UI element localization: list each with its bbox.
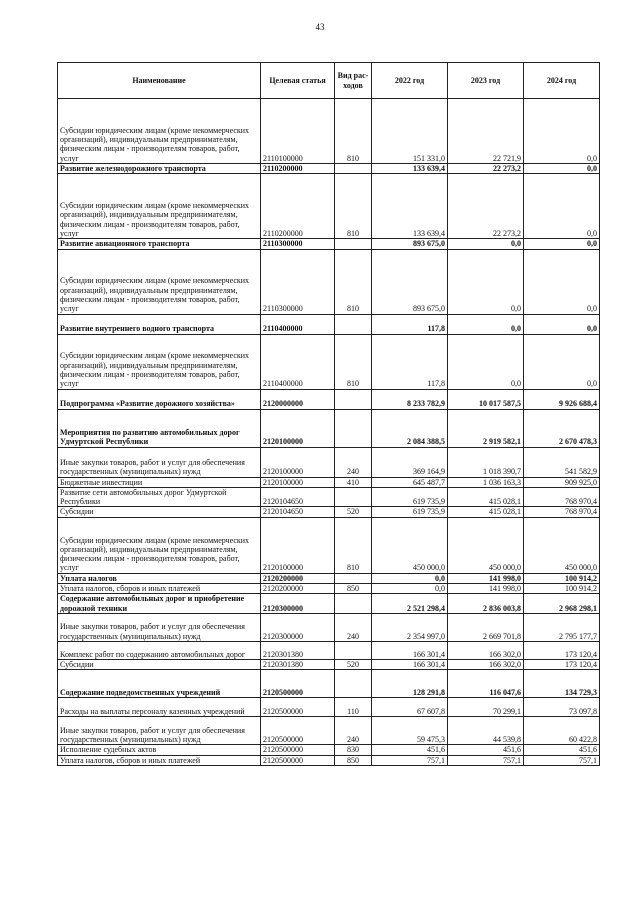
cell-code: 2110200000 xyxy=(261,174,335,239)
cell-y2022: 2 354 997,0 xyxy=(372,613,448,641)
cell-y2023: 141 998,0 xyxy=(448,584,524,594)
cell-y2023: 1 018 390,7 xyxy=(448,447,524,477)
cell-y2023: 757,1 xyxy=(448,755,524,765)
cell-y2024: 9 926 688,4 xyxy=(524,389,600,409)
cell-y2023: 70 299,1 xyxy=(448,698,524,717)
cell-kind: 410 xyxy=(335,477,372,487)
header-2023: 2023 год xyxy=(448,63,524,99)
table-row xyxy=(58,698,600,717)
cell-y2022: 619 735,9 xyxy=(372,507,448,517)
cell-y2023: 0,0 xyxy=(448,249,524,314)
cell-code: 2120300000 xyxy=(261,594,335,614)
cell-kind: 810 xyxy=(335,174,372,239)
cell-kind xyxy=(335,573,372,583)
cell-code: 2110100000 xyxy=(261,99,335,164)
cell-y2024: 60 422,8 xyxy=(524,717,600,745)
cell-name: Бюджетные инвестиции xyxy=(58,477,261,487)
header-2024: 2024 год xyxy=(524,63,600,99)
cell-code: 2110300000 xyxy=(261,239,335,249)
page-number: 43 xyxy=(315,22,325,32)
cell-code: 2120000000 xyxy=(261,389,335,409)
cell-name: Мероприятия по развитию автомобильных дорог Удмуртской Республики xyxy=(58,409,261,447)
cell-y2022: 117,8 xyxy=(372,314,448,334)
cell-y2022: 619 735,9 xyxy=(372,487,448,507)
header-code: Целевая статья xyxy=(261,63,335,99)
cell-kind xyxy=(335,314,372,334)
table-row xyxy=(58,670,600,698)
cell-code: 2110200000 xyxy=(261,164,335,174)
cell-kind: 520 xyxy=(335,507,372,517)
cell-y2024: 0,0 xyxy=(524,249,600,314)
cell-kind xyxy=(335,164,372,174)
cell-y2022: 128 291,8 xyxy=(372,670,448,698)
cell-name: Уплата налогов, сборов и иных платежей xyxy=(58,584,261,594)
cell-name: Исполнение судебных актов xyxy=(58,745,261,755)
cell-code: 2120200000 xyxy=(261,584,335,594)
cell-y2023: 116 047,6 xyxy=(448,670,524,698)
cell-kind xyxy=(335,239,372,249)
cell-y2022: 166 301,4 xyxy=(372,641,448,659)
cell-code: 2120104650 xyxy=(261,487,335,507)
table-row xyxy=(58,613,600,641)
cell-kind: 520 xyxy=(335,659,372,669)
cell-code: 2110400000 xyxy=(261,314,335,334)
cell-name: Развитие внутреннего водного транспорта xyxy=(58,314,261,334)
cell-kind: 810 xyxy=(335,517,372,573)
cell-y2024: 100 914,2 xyxy=(524,573,600,583)
cell-y2022: 59 475,3 xyxy=(372,717,448,745)
cell-y2024: 451,6 xyxy=(524,745,600,755)
cell-code: 2120301380 xyxy=(261,659,335,669)
table-row xyxy=(58,249,600,314)
cell-y2023: 141 998,0 xyxy=(448,573,524,583)
cell-code: 2120500000 xyxy=(261,755,335,765)
cell-kind xyxy=(335,594,372,614)
cell-y2022: 893 675,0 xyxy=(372,239,448,249)
cell-code: 2110300000 xyxy=(261,249,335,314)
cell-name: Иные закупки товаров, работ и услуг для обеспечения государственных (муниципальных) нужд xyxy=(58,717,261,745)
cell-y2024: 2 670 478,3 xyxy=(524,409,600,447)
cell-y2024: 541 582,9 xyxy=(524,447,600,477)
cell-y2024: 2 968 298,1 xyxy=(524,594,600,614)
table-row xyxy=(58,755,600,765)
table-row xyxy=(58,659,600,669)
cell-y2023: 22 273,2 xyxy=(448,174,524,239)
table-row xyxy=(58,239,600,249)
cell-y2024: 173 120,4 xyxy=(524,659,600,669)
cell-y2023: 0,0 xyxy=(448,239,524,249)
cell-kind: 240 xyxy=(335,717,372,745)
cell-y2022: 0,0 xyxy=(372,573,448,583)
table-row xyxy=(58,477,600,487)
cell-kind: 240 xyxy=(335,447,372,477)
cell-name: Содержание автомобильных дорог и приобретение дорожной техники xyxy=(58,594,261,614)
header-kind: Вид рас-ходов xyxy=(335,63,372,99)
cell-name: Субсидии юридическим лицам (кроме некоммерческих организаций), индивидуальным предпринимателям, физическим лицам - производителям товаров, работ, услуг xyxy=(58,99,261,164)
cell-y2024: 0,0 xyxy=(524,239,600,249)
cell-y2023: 451,6 xyxy=(448,745,524,755)
cell-code: 2120100000 xyxy=(261,517,335,573)
cell-code: 2120100000 xyxy=(261,409,335,447)
cell-kind xyxy=(335,487,372,507)
cell-y2023: 166 302,0 xyxy=(448,659,524,669)
cell-y2023: 415 028,1 xyxy=(448,507,524,517)
table-row xyxy=(58,99,600,164)
cell-y2024: 0,0 xyxy=(524,164,600,174)
cell-code: 2120100000 xyxy=(261,477,335,487)
table-row xyxy=(58,641,600,659)
cell-y2023: 450 000,0 xyxy=(448,517,524,573)
cell-name: Субсидии юридическим лицам (кроме некоммерческих организаций), индивидуальным предпринимателям, физическим лицам - производителям товаров, работ, услуг xyxy=(58,517,261,573)
cell-y2024: 100 914,2 xyxy=(524,584,600,594)
cell-y2023: 166 302,0 xyxy=(448,641,524,659)
cell-y2024: 768 970,4 xyxy=(524,487,600,507)
table-row xyxy=(58,594,600,614)
table-row xyxy=(58,517,600,573)
table-row xyxy=(58,573,600,583)
cell-name: Субсидии xyxy=(58,507,261,517)
table-row xyxy=(58,487,600,507)
cell-code: 2120500000 xyxy=(261,698,335,717)
cell-y2023: 22 273,2 xyxy=(448,164,524,174)
cell-y2022: 151 331,0 xyxy=(372,99,448,164)
cell-kind: 110 xyxy=(335,698,372,717)
cell-name: Уплата налогов xyxy=(58,573,261,583)
cell-y2024: 2 795 177,7 xyxy=(524,613,600,641)
cell-y2022: 450 000,0 xyxy=(372,517,448,573)
cell-code: 2110400000 xyxy=(261,334,335,389)
cell-y2024: 0,0 xyxy=(524,99,600,164)
cell-y2022: 133 639,4 xyxy=(372,164,448,174)
cell-y2023: 415 028,1 xyxy=(448,487,524,507)
table-row xyxy=(58,164,600,174)
cell-code: 2120500000 xyxy=(261,717,335,745)
cell-y2024: 73 097,8 xyxy=(524,698,600,717)
table-row xyxy=(58,409,600,447)
cell-name: Подпрограмма «Развитие дорожного хозяйства» xyxy=(58,389,261,409)
cell-y2024: 134 729,3 xyxy=(524,670,600,698)
budget-table xyxy=(57,62,600,766)
cell-code: 2120300000 xyxy=(261,613,335,641)
cell-y2023: 1 036 163,3 xyxy=(448,477,524,487)
cell-kind xyxy=(335,641,372,659)
cell-kind xyxy=(335,670,372,698)
table-row xyxy=(58,717,600,745)
cell-y2023: 0,0 xyxy=(448,314,524,334)
cell-y2023: 0,0 xyxy=(448,334,524,389)
table-body xyxy=(58,99,600,766)
cell-y2022: 2 521 298,4 xyxy=(372,594,448,614)
cell-y2022: 451,6 xyxy=(372,745,448,755)
cell-y2024: 757,1 xyxy=(524,755,600,765)
cell-kind: 240 xyxy=(335,613,372,641)
header-name: Наименование xyxy=(58,63,261,99)
cell-kind: 850 xyxy=(335,584,372,594)
cell-name: Содержание подведомственных учреждений xyxy=(58,670,261,698)
cell-y2024: 173 120,4 xyxy=(524,641,600,659)
table-row xyxy=(58,174,600,239)
header-2022: 2022 год xyxy=(372,63,448,99)
cell-y2023: 10 017 587,5 xyxy=(448,389,524,409)
cell-y2023: 2 919 582,1 xyxy=(448,409,524,447)
cell-y2023: 2 836 003,8 xyxy=(448,594,524,614)
table-header-row xyxy=(58,63,600,99)
table-row xyxy=(58,334,600,389)
cell-name: Комплекс работ по содержанию автомобильных дорог xyxy=(58,641,261,659)
table-row xyxy=(58,389,600,409)
cell-code: 2120200000 xyxy=(261,573,335,583)
cell-y2022: 757,1 xyxy=(372,755,448,765)
table-row xyxy=(58,447,600,477)
cell-y2024: 0,0 xyxy=(524,314,600,334)
cell-name: Уплата налогов, сборов и иных платежей xyxy=(58,755,261,765)
cell-code: 2120100000 xyxy=(261,447,335,477)
cell-kind: 830 xyxy=(335,745,372,755)
cell-y2023: 2 669 701,8 xyxy=(448,613,524,641)
cell-code: 2120500000 xyxy=(261,745,335,755)
cell-y2022: 0,0 xyxy=(372,584,448,594)
cell-y2022: 645 487,7 xyxy=(372,477,448,487)
cell-name: Субсидии xyxy=(58,659,261,669)
cell-y2024: 0,0 xyxy=(524,334,600,389)
cell-name: Развитие сети автомобильных дорог Удмуртской Республики xyxy=(58,487,261,507)
cell-name: Иные закупки товаров, работ и услуг для обеспечения государственных (муниципальных) нужд xyxy=(58,447,261,477)
cell-name: Субсидии юридическим лицам (кроме некоммерческих организаций), индивидуальным предпринимателям, физическим лицам - производителям товаров, работ, услуг xyxy=(58,249,261,314)
cell-name: Развитие авиационного транспорта xyxy=(58,239,261,249)
cell-y2024: 909 925,0 xyxy=(524,477,600,487)
table-row xyxy=(58,314,600,334)
cell-name: Расходы на выплаты персоналу казенных учреждений xyxy=(58,698,261,717)
cell-code: 2120301380 xyxy=(261,641,335,659)
cell-y2022: 893 675,0 xyxy=(372,249,448,314)
cell-name: Развитие железнодорожного транспорта xyxy=(58,164,261,174)
cell-y2022: 369 164,9 xyxy=(372,447,448,477)
cell-y2022: 117,8 xyxy=(372,334,448,389)
table-row xyxy=(58,584,600,594)
cell-kind: 850 xyxy=(335,755,372,765)
cell-y2024: 0,0 xyxy=(524,174,600,239)
cell-y2022: 133 639,4 xyxy=(372,174,448,239)
cell-name: Иные закупки товаров, работ и услуг для обеспечения государственных (муниципальных) нужд xyxy=(58,613,261,641)
cell-y2022: 2 084 388,5 xyxy=(372,409,448,447)
cell-y2022: 166 301,4 xyxy=(372,659,448,669)
cell-y2024: 768 970,4 xyxy=(524,507,600,517)
table-row xyxy=(58,745,600,755)
cell-y2022: 67 607,8 xyxy=(372,698,448,717)
cell-name: Субсидии юридическим лицам (кроме некоммерческих организаций), индивидуальным предпринимателям, физическим лицам - производителям товаров, работ, услуг xyxy=(58,334,261,389)
cell-kind xyxy=(335,389,372,409)
cell-y2023: 22 721,9 xyxy=(448,99,524,164)
table-row xyxy=(58,507,600,517)
cell-y2023: 44 539,8 xyxy=(448,717,524,745)
cell-y2024: 450 000,0 xyxy=(524,517,600,573)
cell-kind: 810 xyxy=(335,99,372,164)
cell-kind: 810 xyxy=(335,249,372,314)
cell-y2022: 8 233 782,9 xyxy=(372,389,448,409)
cell-kind: 810 xyxy=(335,334,372,389)
cell-kind xyxy=(335,409,372,447)
cell-code: 2120500000 xyxy=(261,670,335,698)
cell-name: Субсидии юридическим лицам (кроме некоммерческих организаций), индивидуальным предпринимателям, физическим лицам - производителям товаров, работ, услуг xyxy=(58,174,261,239)
cell-code: 2120104650 xyxy=(261,507,335,517)
